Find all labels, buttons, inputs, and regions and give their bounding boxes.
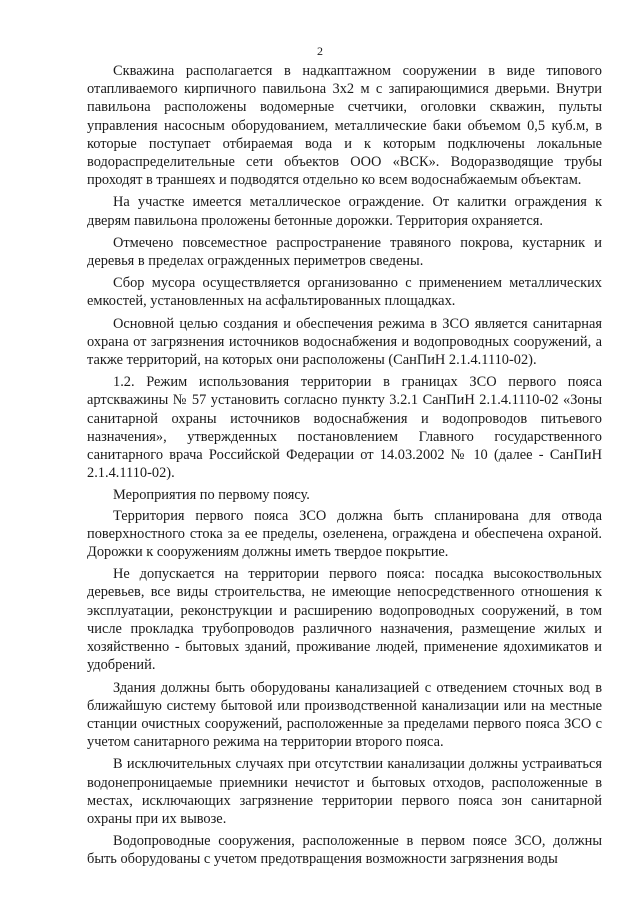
- paragraph: Не допускается на территории первого пояса: посадка высокоствольных деревьев, все виды строительства, не имеющие непосредственного отношения к эксплуатации, реконструкции и расширению водопроводных сооружений, в том числе прокладка трубопроводов различного назначения, размещение жилых и хозяйственно - бытовых зданий, проживание людей, применение ядохимикатов и удобрений.: [87, 566, 602, 674]
- paragraph: Отмечено повсеместное распространение травяного покрова, кустарник и деревья в пределах огражденных периметров сведены.: [87, 234, 602, 270]
- paragraph: Основной целью создания и обеспечения режима в ЗСО является санитарная охрана от загрязнения источников водоснабжения и водопроводных сооружений, а также территорий, на которых они расположены (СанПиН 2.1.4.1110-02).: [87, 315, 602, 369]
- section-heading: Мероприятия по первому поясу.: [113, 487, 310, 504]
- paragraph: В исключительных случаях при отсутствии канализации должны устраиваться водонепроницаемые приемники нечистот и бытовых отходов, расположенные в местах, исключающих загрязнение территории первого пояса зон санитарной охраны при их вывозе.: [87, 756, 602, 827]
- paragraph: На участке имеется металлическое ограждение. От калитки ограждения к дверям павильона проложены бетонные дорожки. Территория охраняется.: [87, 194, 602, 229]
- paragraph: Здания должны быть оборудованы канализацией с отведением сточных вод в ближайшую систему бытовой или производственной канализации или на местные станции очистных сооружений, расположенные за пределами первого пояса ЗСО с учетом санитарного режима на территории второго пояса.: [87, 679, 602, 751]
- paragraph: Скважина располагается в надкаптажном сооружении в виде типового отапливаемого кирпичного павильона 3х2 м с запирающимися дверьми. Внутри павильона расположены водомерные счетчики, оголовки скважин, пульты управления насосным оборудованием, металлические баки объемом 0,5 куб.м, в которые поступает отбираемая вода и к которым подключены локальные водораспределительные сети объектов ООО «ВСК». Водоразводящие трубы проходят в траншеях и подводятся отдельно ко всем водоснабжаемым объектам.: [87, 63, 602, 189]
- paragraph: Территория первого пояса ЗСО должна быть спланирована для отвода поверхностного стока за ее пределы, озеленена, ограждена и обеспечена охраной. Дорожки к сооружениям должны иметь твердое покрытие.: [87, 507, 602, 561]
- document-body: [87, 62, 602, 869]
- paragraph: Сбор мусора осуществляется организованно с применением металлических емкостей, установленных на асфальтированных площадках.: [87, 275, 602, 310]
- paragraph: Водопроводные сооружения, расположенные в первом поясе ЗСО, должны быть оборудованы с учетом предотвращения возможности загрязнения воды: [87, 833, 602, 868]
- page-number: 2: [317, 44, 323, 58]
- paragraph: 1.2. Режим использования территории в границах ЗСО первого пояса артскважины № 57 установить согласно пункту 3.2.1 СанПиН 2.1.4.1110-02 «Зоны санитарной охраны источников водоснабжения и водопроводов питьевого назначения», утвержденных постановлением Главного государственного санитарного врача Российской Федерации от 14.03.2002 № 10 (далее - СанПиН 2.1.4.1110-02).: [87, 374, 602, 482]
